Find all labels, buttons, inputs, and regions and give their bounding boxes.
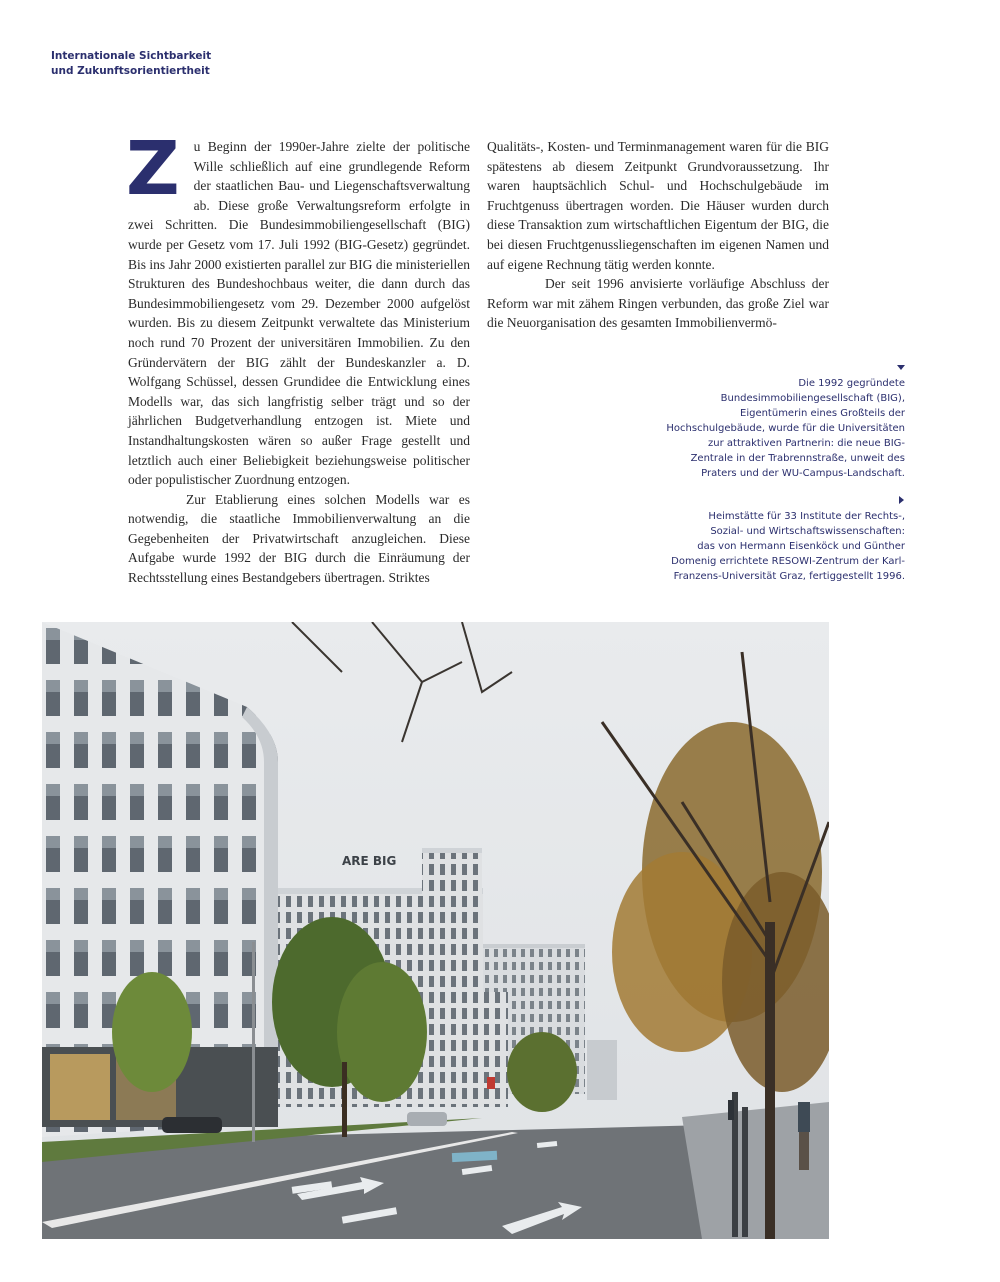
caption-line: Franzens-Universität Graz, fertiggestellt 1996. <box>673 571 905 582</box>
building-sign: ARE BIG <box>342 854 397 868</box>
caption-line: zur attraktiven Partnerin: die neue BIG- <box>708 438 905 449</box>
caption-line: Zentrale in der Trabrennstraße, unweit des <box>690 453 905 464</box>
right-paragraph-1: Qualitäts-, Kosten- und Terminmanagement waren für die BIG spätestens ab diesem Zeitpunkt Grundvoraussetzung. Ihr waren hauptsächlich Schul- und Hochschulgebäude im Fruchtgenuss übertragen worden. Die Häuser wurden durch diese Transaktion zum wirtschaftlichen Eigentum der BIG, die bei diesen Fruchtgenussliegenschaften im eigenen Namen und auf eigene Rechnung tätig werden konnte. <box>487 139 829 272</box>
street-photo <box>42 622 829 1239</box>
left-paragraph-1: u Beginn der 1990er-Jahre zielte der politische Wille schließlich auf eine grundlegende Reform der staatlichen Bau- und Liegenschaftsverwaltung ab. Diese große Verwaltungsreform erfolgte in zwei Schritten. Die Bundesimmobiliengesellschaft (BIG) wurde per Gesetz vom 17. Juli 1992 (BIG-Gesetz) gegründet. Bis ins Jahr 2000 existierten parallel zur BIG die ministeriellen Strukturen des Bundeshochbaus weiter, die dann durch das Bundesimmobiliengesetz vom 29. Dezember 2000 aufgelöst wurden. Bis zu diesem Zeitpunkt verwaltete das Ministerium noch rund 70 Prozent der universitären Immobilien. Zu den Gründervätern der BIG zählt der Bundeskanzler a. D. Wolfgang Schüssel, dessen Grundidee die Entwicklung eines Modells war, das sich langfristig selber trägt und so der jährlichen Budgetverhandlung entzogen ist. Miete und Instandhaltungskosten wären so außer Frage gestellt und letztlich auch einer Beliebigkeit beziehungsweise politischer oder populistischer Zuordnung entzogen. <box>128 139 470 488</box>
caption-line: Die 1992 gegründete <box>798 378 905 389</box>
caption-big-headquarters <box>635 362 905 481</box>
drop-cap: Z <box>126 126 180 212</box>
triangle-down-icon <box>897 365 905 370</box>
caption-line: Bundesimmobiliengesellschaft (BIG), <box>720 393 905 404</box>
caption-line: Domenig errichtete RESOWI-Zentrum der Karl- <box>671 556 905 567</box>
caption-line: Heimstätte für 33 Institute der Rechts-, <box>708 511 905 522</box>
caption-line: Eigentümerin eines Großteils der <box>740 408 905 419</box>
caption-line: Hochschulgebäude, wurde für die Universitäten <box>666 423 905 434</box>
running-head <box>51 49 211 79</box>
triangle-right-icon <box>899 496 904 504</box>
right-paragraph-2: Der seit 1996 anvisierte vorläufige Abschluss der Reform war mit zähem Ringen verbunden, das große Ziel war die Neuorganisation des gesamten Immobilienvermö- <box>487 276 829 331</box>
street-photo-illustration <box>42 622 829 1239</box>
running-head-line-2: und Zukunftsorientiertheit <box>51 65 210 77</box>
caption-line: Praters und der WU-Campus-Landschaft. <box>701 468 905 479</box>
caption-resowi-center <box>635 495 905 584</box>
right-text-column <box>487 137 829 333</box>
running-head-line-1: Internationale Sichtbarkeit <box>51 50 212 62</box>
caption-line: das von Hermann Eisenköck und Günther <box>697 541 905 552</box>
left-paragraph-2: Zur Etablierung eines solchen Modells war es notwendig, die staatliche Immobilienverwaltung an die Gegebenheiten der Privatwirtschaft anzugleichen. Diese Aufgabe wurde 1992 der BIG durch die Einräumung der Rechtsstellung eines Bestandgebers übertragen. Striktes <box>128 491 470 586</box>
caption-line: Sozial- und Wirtschaftswissenschaften: <box>710 526 905 537</box>
left-text-column <box>126 126 470 588</box>
